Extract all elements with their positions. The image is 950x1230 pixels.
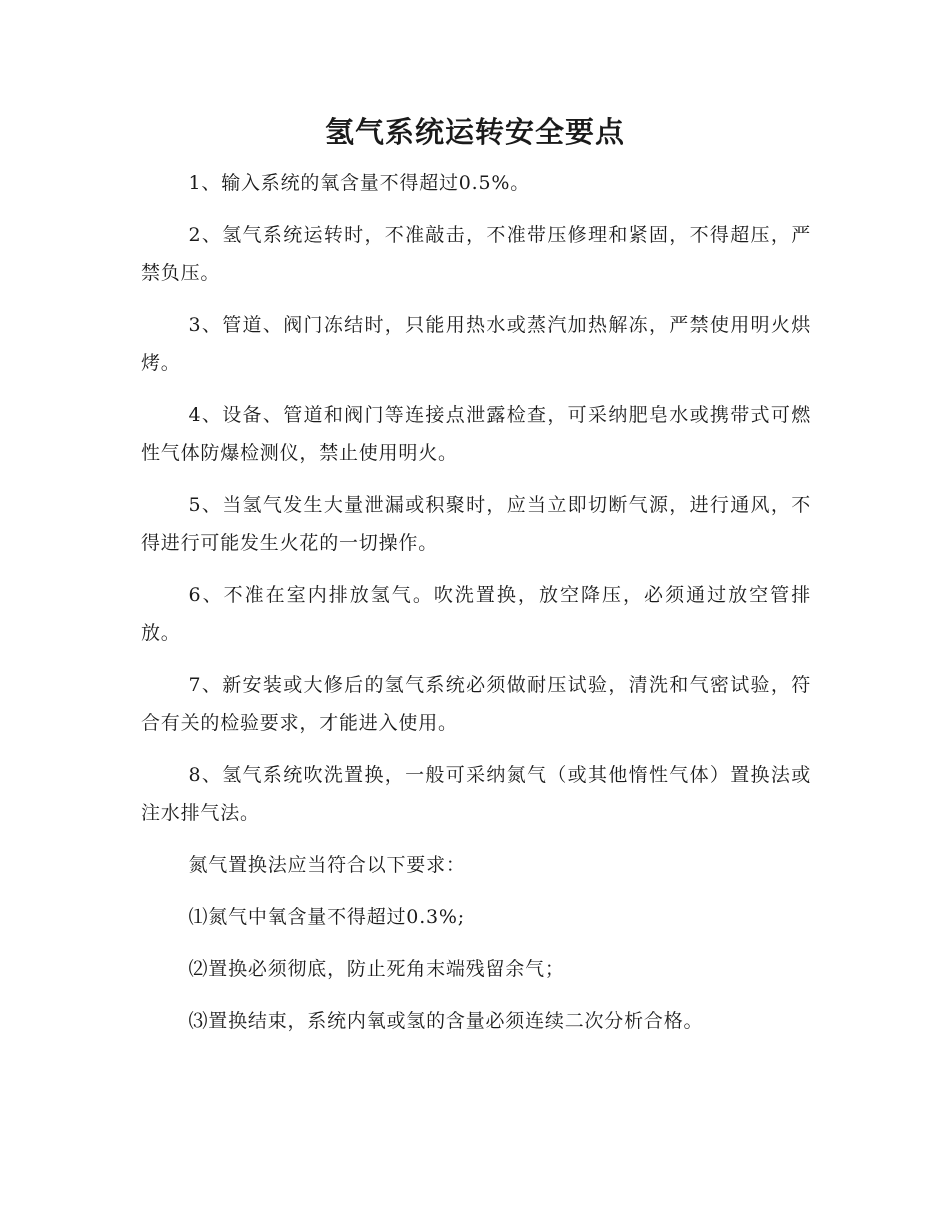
paragraph-2: 2、氢气系统运转时，不准敲击，不准带压修理和紧固，不得超压，严禁负压。 [141, 224, 811, 284]
requirement-item-3: ⑶置换结束，系统内氧或氢的含量必须连续二次分析合格。 [188, 1010, 704, 1032]
paragraph-3: 3、管道、阀门冻结时，只能用热水或蒸汽加热解冻，严禁使用明火烘烤。 [141, 314, 811, 374]
paragraph-8: 8、氢气系统吹洗置换，一般可采纳氮气（或其他惰性气体）置换法或注水排气法。 [141, 764, 811, 824]
requirement-item-1: ⑴氮气中氧含量不得超过0.3%; [188, 906, 465, 928]
document-title: 氢气系统运转安全要点 [324, 115, 625, 149]
paragraph-7: 7、新安装或大修后的氢气系统必须做耐压试验，清洗和气密试验，符合有关的检验要求，才能进入使用。 [141, 674, 811, 734]
paragraph-5: 5、当氢气发生大量泄漏或积聚时，应当立即切断气源，进行通风，不得进行可能发生火花的一切操作。 [141, 494, 811, 554]
paragraph-1: 1、输入系统的氧含量不得超过0.5%。 [188, 172, 531, 194]
nitrogen-requirements-heading: 氮气置换法应当符合以下要求： [188, 854, 466, 876]
requirement-item-2: ⑵置换必须彻底，防止死角末端残留余气； [188, 958, 565, 980]
document-body [141, 164, 811, 1054]
paragraph-4: 4、设备、管道和阀门等连接点泄露检查，可采纳肥皂水或携带式可燃性气体防爆检测仪，禁止使用明火。 [141, 404, 811, 464]
paragraph-6: 6、不准在室内排放氢气。吹洗置换，放空降压，必须通过放空管排放。 [141, 584, 811, 644]
